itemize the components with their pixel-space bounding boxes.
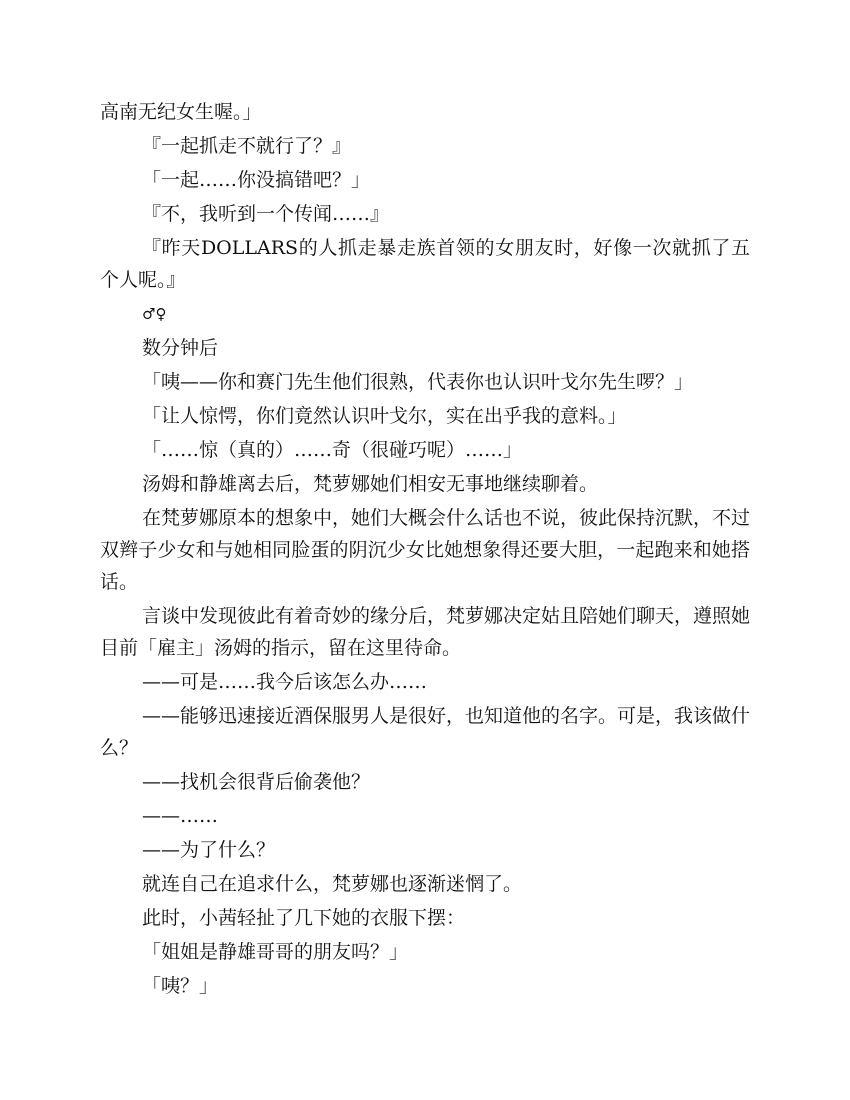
document-page: [100, 96, 750, 1004]
paragraph: 「姐姐是静雄哥哥的朋友吗？」: [142, 941, 409, 963]
paragraph: 「……惊（真的）……奇（很碰巧呢）……」: [142, 439, 523, 461]
paragraph: 『不，我听到一个传闻……』: [142, 203, 390, 225]
paragraph: 数分钟后: [142, 337, 219, 359]
paragraph-continued: 高南无纪女生喔。」: [100, 101, 262, 123]
paragraph: 「咦——你和赛门先生他们很熟，代表你也认识叶戈尔先生啰？」: [142, 371, 694, 393]
paragraph: ——找机会很背后偷袭他？: [142, 771, 371, 793]
paragraph: 『昨天DOLLARS的人抓走暴走族首领的女朋友时，好像一次就抓了五个人呢。』: [100, 237, 750, 291]
paragraph: 汤姆和静雄离去后，梵萝娜她们相安无事地继续聊着。: [142, 473, 599, 495]
paragraph: 『一起抓走不就行了？』: [142, 135, 352, 157]
paragraph: 言谈中发现彼此有着奇妙的缘分后，梵萝娜决定姑且陪她们聊天，遵照她目前「雇主」汤姆的指示，留在这里待命。: [100, 605, 751, 659]
paragraph: ——能够迅速接近酒保服男人是很好，也知道他的名字。可是，我该做什么？: [100, 705, 751, 759]
paragraph: 此时，小茜轻扯了几下她的衣服下摆：: [142, 907, 466, 929]
paragraph: 在梵萝娜原本的想象中，她们大概会什么话也不说，彼此保持沉默，不过双辫子少女和与她相同脸蛋的阴沉少女比她想象得还要大胆，一起跑来和她搭话。: [100, 507, 751, 593]
paragraph: ——为了什么？: [142, 839, 276, 861]
paragraph: 「一起……你没搞错吧？」: [142, 169, 371, 191]
paragraph: ——……: [142, 805, 218, 827]
paragraph: 「让人惊愕，你们竟然认识叶戈尔，实在出乎我的意料。」: [142, 405, 627, 427]
paragraph: 就连自己在追求什么，梵萝娜也逐渐迷惘了。: [142, 873, 523, 895]
scene-break-symbols: ♂♀: [142, 305, 167, 323]
paragraph: 「咦？」: [142, 975, 219, 997]
paragraph: ——可是……我今后该怎么办……: [142, 671, 428, 693]
